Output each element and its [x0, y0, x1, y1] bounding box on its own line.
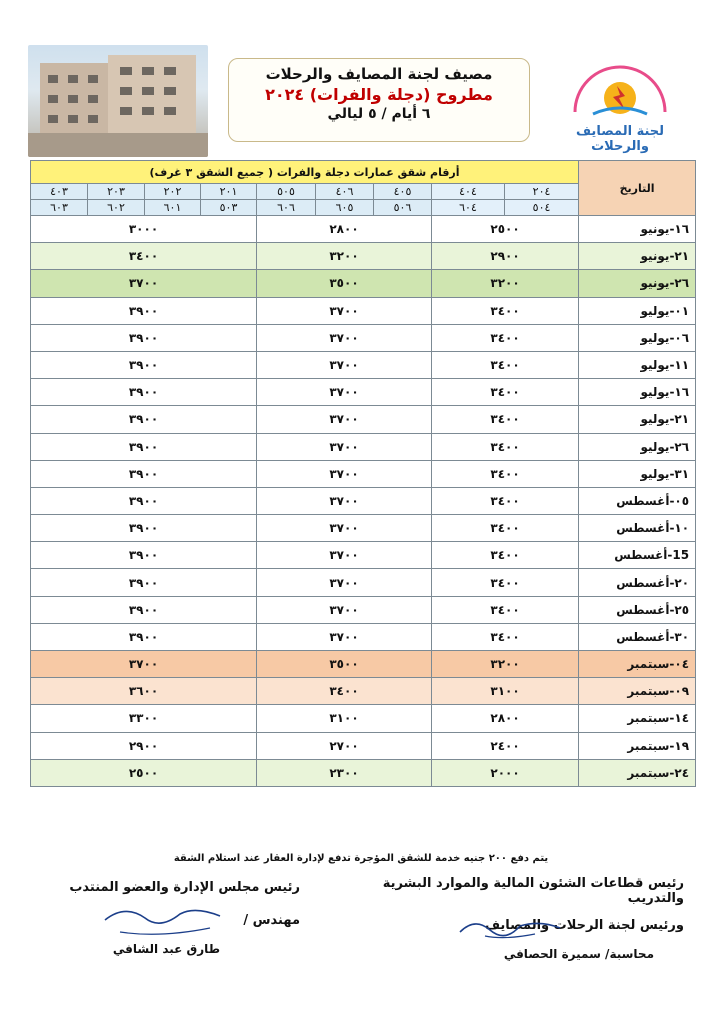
accountant-name: محاسبة/ سميرة الحصافي: [503, 947, 654, 961]
price-group-c: ٢٩٠٠: [432, 243, 579, 270]
row-date: ٢١-يونيو: [579, 243, 696, 270]
price-group-a: ٣٩٠٠: [31, 351, 257, 378]
table-row: [31, 651, 696, 678]
apartment-number: ٤٠٣: [31, 184, 88, 200]
price-group-b: ٣٧٠٠: [257, 433, 432, 460]
row-date: ١٤-سبتمبر: [579, 705, 696, 732]
trip-duration: ٦ أيام / ٥ ليالي: [327, 106, 431, 122]
date-column-header: التاريخ: [579, 161, 696, 216]
price-group-c: ٣٤٠٠: [432, 623, 579, 650]
logo-committee-label: لجنة المصايف والرحلات: [575, 124, 665, 154]
apartment-number: ٥٠٤: [505, 200, 579, 216]
price-group-a: ٢٩٠٠: [31, 732, 257, 759]
price-group-c: ٣٤٠٠: [432, 569, 579, 596]
table-row: [31, 678, 696, 705]
price-group-b: ٣٥٠٠: [257, 651, 432, 678]
price-group-c: ٣٤٠٠: [432, 460, 579, 487]
price-group-c: ٣١٠٠: [432, 678, 579, 705]
price-group-c: ٣٢٠٠: [432, 270, 579, 297]
price-group-c: ٢٠٠٠: [432, 759, 579, 786]
row-date: ٣١-يوليو: [579, 460, 696, 487]
apartment-number: ٤٠٦: [316, 184, 374, 200]
apartment-number: ٦٠٢: [88, 200, 145, 216]
row-date: ٠٦-يوليو: [579, 324, 696, 351]
table-row: [31, 732, 696, 759]
row-date: 15-أغسطس: [579, 542, 696, 569]
table-row: [31, 406, 696, 433]
price-group-c: ٣٤٠٠: [432, 406, 579, 433]
apartment-number: ٦٠٤: [432, 200, 505, 216]
row-date: ٢٥-أغسطس: [579, 596, 696, 623]
table-row: [31, 515, 696, 542]
price-group-a: ٣٩٠٠: [31, 324, 257, 351]
company-logo: [565, 52, 675, 154]
price-group-b: ٣١٠٠: [257, 705, 432, 732]
price-group-a: ٣٣٠٠: [31, 705, 257, 732]
price-group-b: ٢٨٠٠: [257, 216, 432, 243]
price-group-a: ٢٥٠٠: [31, 759, 257, 786]
price-table: [30, 160, 696, 787]
apartment-number: ٥٠٥: [257, 184, 316, 200]
building-photo: [28, 45, 208, 157]
signature-scribble-left: [100, 902, 230, 942]
apartment-number: ٢٠٤: [505, 184, 579, 200]
price-group-a: ٣٩٠٠: [31, 487, 257, 514]
row-date: ٢٠-أغسطس: [579, 569, 696, 596]
service-fee-note: يتم دفع ٢٠٠ جنيه خدمة للشقق المؤجرة تدفع لإدارة العقار عند استلام الشقة: [173, 853, 549, 864]
table-row: [31, 270, 696, 297]
row-date: ٢٤-سبتمبر: [579, 759, 696, 786]
price-group-b: ٣٧٠٠: [257, 406, 432, 433]
row-date: ١٠-أغسطس: [579, 515, 696, 542]
price-group-b: ٣٧٠٠: [257, 297, 432, 324]
price-group-b: ٣٧٠٠: [257, 379, 432, 406]
price-group-c: ٣٤٠٠: [432, 515, 579, 542]
chairman-title: رئيس مجلس الإدارة والعضو المنتدب: [69, 880, 300, 895]
apartment-number: ٢٠١: [201, 184, 257, 200]
price-group-a: ٣٩٠٠: [31, 542, 257, 569]
table-row: [31, 623, 696, 650]
row-date: ٢٦-يونيو: [579, 270, 696, 297]
apartment-number: ٦٠١: [145, 200, 201, 216]
apartment-number: ٦٠٣: [31, 200, 88, 216]
apartment-number: ٦٠٥: [316, 200, 374, 216]
row-date: ٠٤-سبتمبر: [579, 651, 696, 678]
table-row: [31, 705, 696, 732]
price-group-a: ٣٦٠٠: [31, 678, 257, 705]
apartment-number: ٥٠٦: [374, 200, 432, 216]
apartment-number: ٢٠٢: [145, 184, 201, 200]
logo-emblem-icon: [565, 52, 675, 124]
price-group-a: ٣٩٠٠: [31, 569, 257, 596]
row-date: ٠١-يوليو: [579, 297, 696, 324]
table-row: [31, 596, 696, 623]
price-group-a: ٣٠٠٠: [31, 216, 257, 243]
price-group-c: ٣٤٠٠: [432, 433, 579, 460]
price-group-b: ٣٧٠٠: [257, 460, 432, 487]
price-group-a: ٣٩٠٠: [31, 596, 257, 623]
price-group-a: ٣٧٠٠: [31, 651, 257, 678]
price-group-c: ٣٤٠٠: [432, 324, 579, 351]
chairman-name: طارق عبد الشافي: [112, 942, 220, 956]
price-group-a: ٣٤٠٠: [31, 243, 257, 270]
price-group-b: ٣٥٠٠: [257, 270, 432, 297]
row-date: ٣٠-أغسطس: [579, 623, 696, 650]
title-box: [228, 58, 530, 142]
row-date: ١٦-يونيو: [579, 216, 696, 243]
price-group-b: ٢٧٠٠: [257, 732, 432, 759]
price-group-c: ٢٤٠٠: [432, 732, 579, 759]
price-group-b: ٢٣٠٠: [257, 759, 432, 786]
price-group-a: ٣٧٠٠: [31, 270, 257, 297]
table-row: [31, 542, 696, 569]
page-subtitle: مطروح (دجلة والفرات) ٢٠٢٤: [265, 85, 493, 104]
table-row: [31, 487, 696, 514]
table-row: [31, 351, 696, 378]
price-group-a: ٣٩٠٠: [31, 460, 257, 487]
table-title: أرقام شقق عمارات دجلة والفرات ( جميع الشقق ٣ غرف): [31, 161, 579, 184]
apartment-number: ٥٠٣: [201, 200, 257, 216]
price-group-c: ٣٤٠٠: [432, 487, 579, 514]
apartment-number: ٤٠٥: [374, 184, 432, 200]
price-group-a: ٣٩٠٠: [31, 379, 257, 406]
row-date: ١١-يوليو: [579, 351, 696, 378]
price-group-b: ٣٧٠٠: [257, 596, 432, 623]
price-group-b: ٣٤٠٠: [257, 678, 432, 705]
row-date: ٢١-يوليو: [579, 406, 696, 433]
table-row: [31, 569, 696, 596]
row-date: ٠٥-أغسطس: [579, 487, 696, 514]
price-group-b: ٣٧٠٠: [257, 324, 432, 351]
table-row: [31, 216, 696, 243]
price-group-b: ٣٧٠٠: [257, 542, 432, 569]
price-group-c: ٣٤٠٠: [432, 542, 579, 569]
price-group-c: ٣٢٠٠: [432, 651, 579, 678]
apartment-number: ٤٠٤: [432, 184, 505, 200]
finance-head-title: رئيس قطاعات الشئون المالية والموارد البشرية والتدريب: [382, 876, 684, 906]
table-row: [31, 243, 696, 270]
price-group-c: ٣٤٠٠: [432, 379, 579, 406]
price-group-c: ٢٥٠٠: [432, 216, 579, 243]
price-group-c: ٣٤٠٠: [432, 596, 579, 623]
apartment-number: ٦٠٦: [257, 200, 316, 216]
row-date: ٢٦-يوليو: [579, 433, 696, 460]
price-group-b: ٣٧٠٠: [257, 351, 432, 378]
price-group-c: ٣٤٠٠: [432, 297, 579, 324]
signature-scribble-right: [455, 912, 565, 942]
engineer-label: مهندس /: [243, 913, 300, 928]
table-row: [31, 379, 696, 406]
apartment-number: ٢٠٣: [88, 184, 145, 200]
price-group-b: ٣٧٠٠: [257, 623, 432, 650]
table-row: [31, 759, 696, 786]
table-row: [31, 460, 696, 487]
table-row: [31, 433, 696, 460]
price-group-c: ٢٨٠٠: [432, 705, 579, 732]
row-date: ٠٩-سبتمبر: [579, 678, 696, 705]
table-row: [31, 324, 696, 351]
price-group-b: ٣٢٠٠: [257, 243, 432, 270]
price-group-a: ٣٩٠٠: [31, 515, 257, 542]
price-group-b: ٣٧٠٠: [257, 569, 432, 596]
price-group-b: ٣٧٠٠: [257, 515, 432, 542]
price-group-a: ٣٩٠٠: [31, 297, 257, 324]
price-group-a: ٣٩٠٠: [31, 623, 257, 650]
row-date: ١٦-يوليو: [579, 379, 696, 406]
page-title: مصيف لجنة المصايف والرحلات: [265, 65, 493, 83]
price-group-a: ٣٩٠٠: [31, 433, 257, 460]
price-group-c: ٣٤٠٠: [432, 351, 579, 378]
price-group-a: ٣٩٠٠: [31, 406, 257, 433]
table-row: [31, 297, 696, 324]
row-date: ١٩-سبتمبر: [579, 732, 696, 759]
price-group-b: ٣٧٠٠: [257, 487, 432, 514]
committee-head-title: ورئيس لجنة الرحلات والمصايف: [484, 918, 684, 933]
